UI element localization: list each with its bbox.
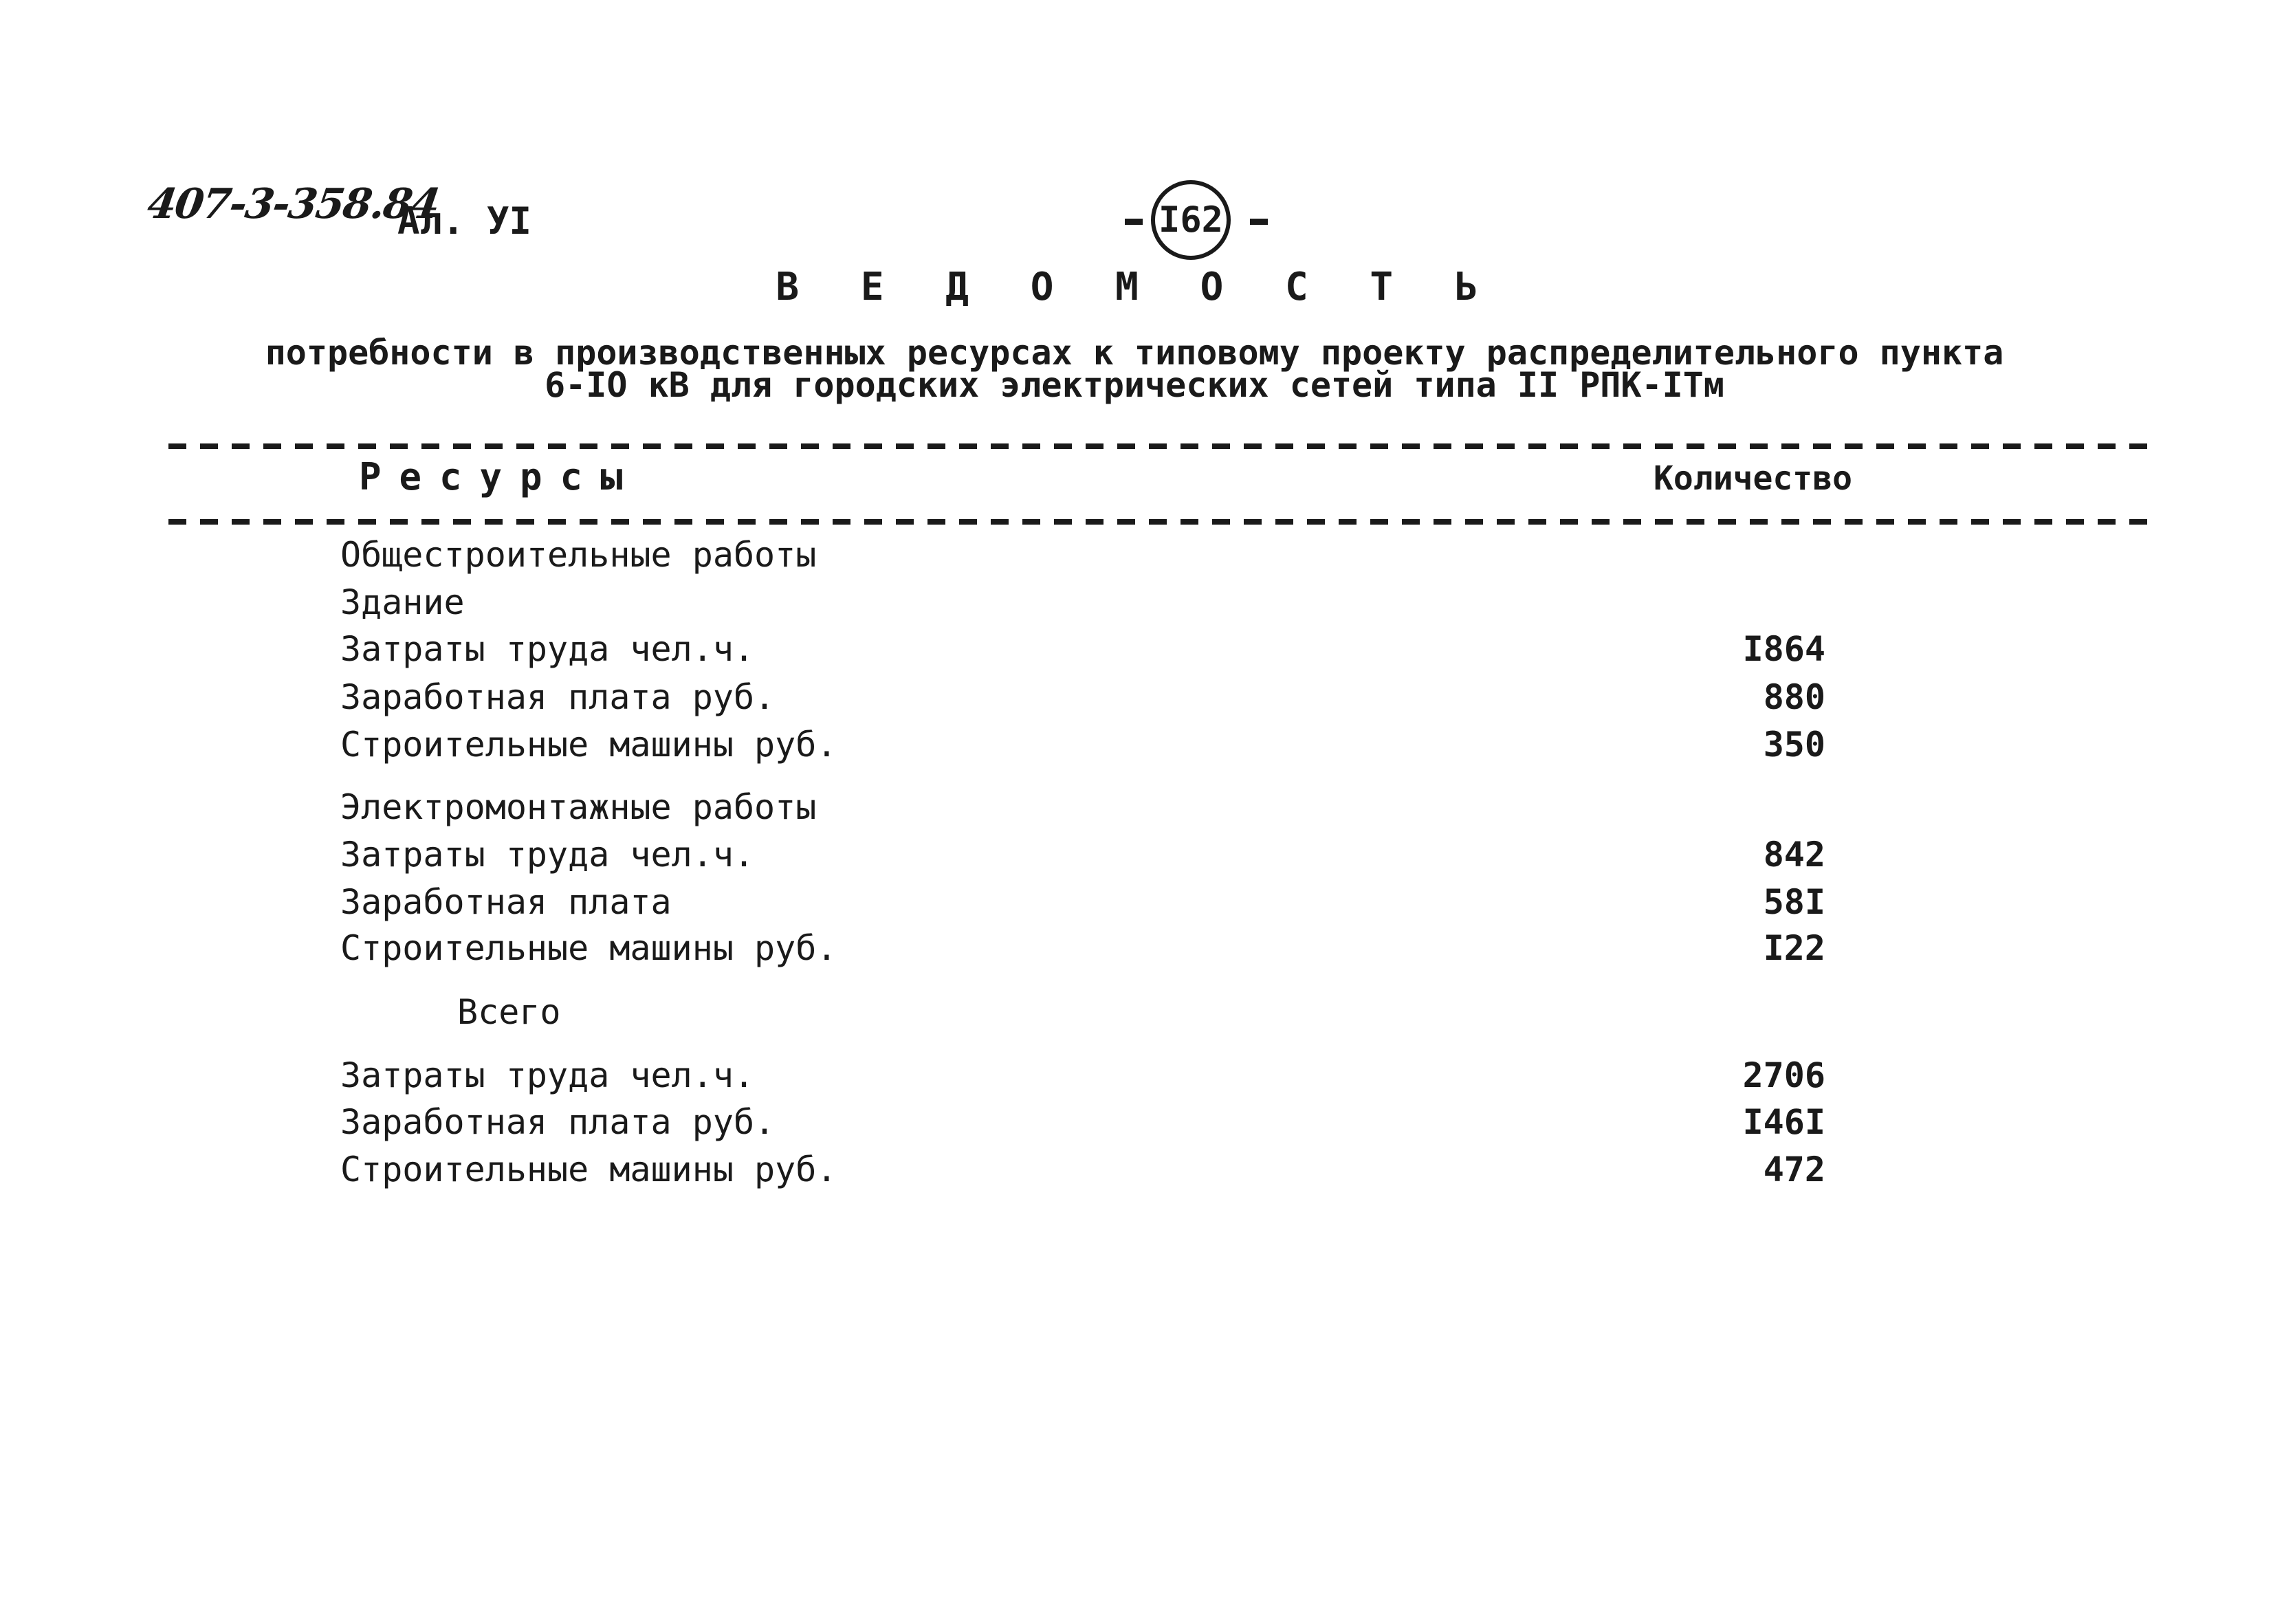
- page-number: I62: [1151, 180, 1231, 260]
- table-row: [340, 1102, 1825, 1146]
- document-subtitle-line-2: 6-IO кВ для городских электрических сетей типа II РПК-IТм: [545, 365, 1724, 405]
- column-header-resource: Ресурсы: [359, 455, 641, 498]
- row-label: Строительные машины руб.: [340, 1150, 837, 1189]
- row-value: I864: [1742, 629, 1825, 669]
- row-value: 350: [1763, 725, 1825, 765]
- row-label: Затраты труда чел.ч.: [340, 629, 755, 669]
- table-row: [340, 677, 1825, 721]
- row-value: 2706: [1742, 1055, 1825, 1095]
- page-dash-right: [1250, 219, 1268, 225]
- table-row: [340, 787, 1825, 831]
- row-label: Электромонтажные работы: [340, 787, 817, 827]
- row-value: 880: [1763, 677, 1825, 717]
- row-label: Заработная плата руб.: [340, 1102, 776, 1142]
- table-row: [340, 1055, 1825, 1099]
- column-header-quantity: Количество: [1654, 459, 1852, 498]
- document-code: 407-3-358.84: [144, 180, 442, 228]
- table-row: [340, 629, 1825, 673]
- document-subtitle-line-1: потребности в производственных ресурсах к типовому проекту распределительного пункта: [265, 333, 2004, 373]
- sheet-label: Ал. УI: [397, 199, 532, 243]
- table-row: [340, 582, 1825, 626]
- page-dash-left: [1125, 219, 1143, 225]
- table-row: [340, 882, 1825, 926]
- row-value: I46I: [1742, 1102, 1825, 1142]
- row-value: I22: [1763, 928, 1825, 968]
- row-label: Общестроительные работы: [340, 535, 817, 575]
- row-label: Строительные машины руб.: [340, 928, 837, 968]
- table-row: [340, 835, 1825, 879]
- row-label: Здание: [340, 582, 465, 622]
- row-label: Затраты труда чел.ч.: [340, 835, 755, 875]
- row-label: Всего: [457, 992, 561, 1032]
- row-label: Затраты труда чел.ч.: [340, 1055, 755, 1095]
- row-label: Заработная плата руб.: [340, 677, 776, 717]
- page-number-mark: [1119, 180, 1273, 263]
- document-title: В Е Д О М О С Т Ь: [776, 265, 1497, 309]
- table-header-rule: [168, 519, 2149, 525]
- table-row: [340, 725, 1825, 769]
- row-label: Строительные машины руб.: [340, 725, 837, 765]
- row-value: 58I: [1763, 882, 1825, 922]
- table-row: [340, 992, 1825, 1036]
- table-row: [340, 928, 1825, 972]
- table-top-rule: [168, 443, 2149, 449]
- row-label: Заработная плата: [340, 882, 672, 922]
- row-value: 842: [1763, 835, 1825, 875]
- table-row: [340, 535, 1825, 579]
- row-value: 472: [1763, 1150, 1825, 1189]
- table-row: [340, 1150, 1825, 1194]
